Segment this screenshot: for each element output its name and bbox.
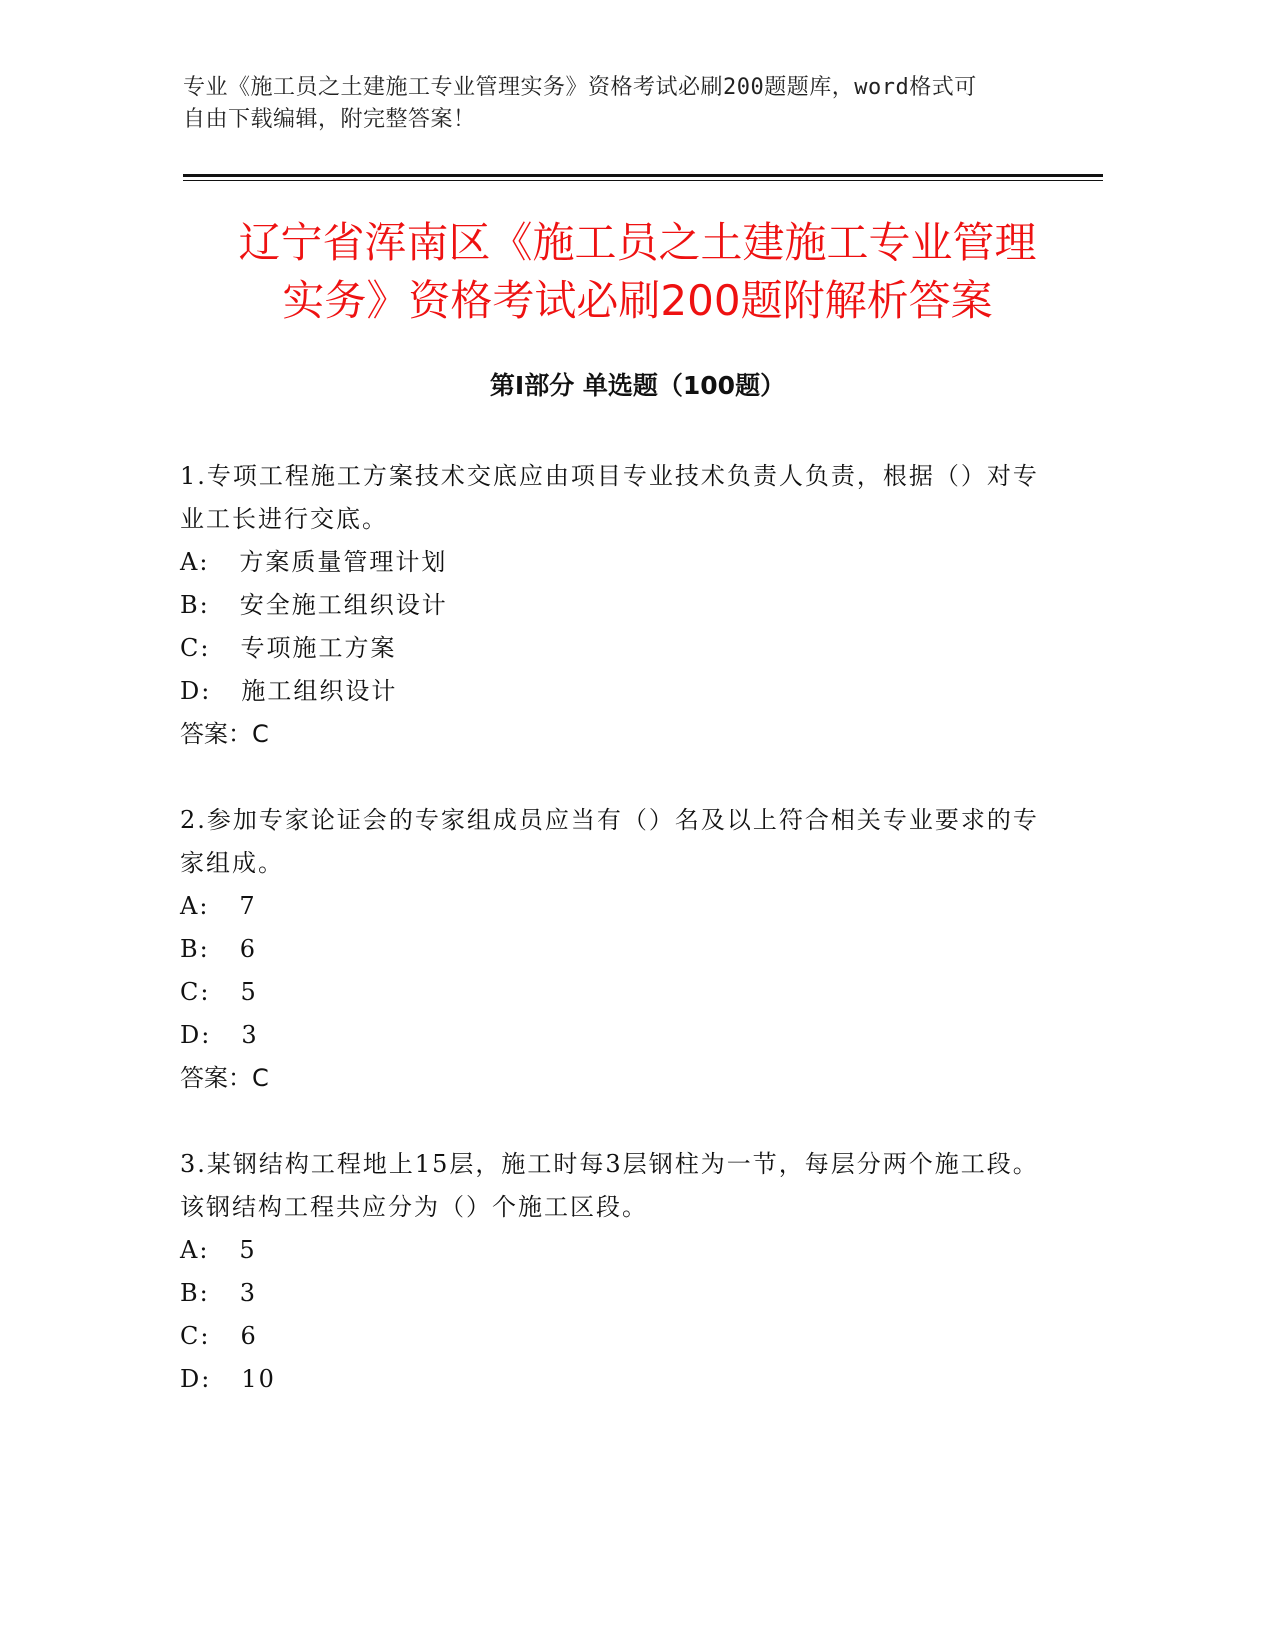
option-b — [180, 1272, 1040, 1315]
question-stem: 3.某钢结构工程地上15层，施工时每3层钢柱为一节，每层分两个施工段。该钢结构工程共应分为（）个施工区段。 — [180, 1150, 1039, 1221]
option-letter: B: — [180, 591, 210, 619]
question-1 — [180, 455, 1040, 756]
option-d — [180, 670, 1040, 713]
option-letter: A: — [180, 1236, 210, 1264]
option-text: 方案质量管理计划 — [239, 548, 448, 576]
option-text: 施工组织设计 — [241, 677, 398, 705]
option-letter: C: — [180, 1322, 211, 1350]
header-divider-thick — [183, 174, 1103, 177]
option-text: 6 — [239, 935, 258, 963]
answer-line: 答案：C — [180, 1064, 269, 1092]
option-text: 5 — [239, 1236, 257, 1264]
option-letter: B: — [180, 1279, 210, 1307]
option-text: 5 — [240, 978, 258, 1006]
header-note-line-2: 自由下载编辑，附完整答案！ — [183, 107, 476, 132]
question-2 — [180, 799, 1040, 1100]
option-letter: D: — [180, 1021, 212, 1049]
question-list — [180, 455, 1040, 1444]
option-c — [180, 1315, 1040, 1358]
option-b — [180, 928, 1040, 971]
option-d — [180, 1014, 1040, 1057]
option-letter: C: — [180, 634, 211, 662]
option-letter: A: — [180, 892, 210, 920]
header-note-line-1: 专业《施工员之土建施工专业管理实务》资格考试必刷200题题库，word格式可 — [183, 75, 977, 100]
question-3 — [180, 1143, 1040, 1401]
option-a — [180, 541, 1040, 584]
document-title-line-1: 辽宁省浑南区《施工员之土建施工专业管理 — [238, 218, 1037, 267]
section-title: 第Ⅰ部分 单选题（100题） — [489, 371, 786, 400]
option-letter: A: — [180, 548, 210, 576]
document-title — [150, 214, 1125, 330]
option-a — [180, 1229, 1040, 1272]
question-stem: 1.专项工程施工方案技术交底应由项目专业技术负责人负责，根据（）对专业工长进行交底。 — [180, 462, 1039, 533]
option-letter: D: — [180, 677, 212, 705]
option-text: 3 — [239, 1279, 258, 1307]
option-a — [180, 885, 1040, 928]
option-letter: C: — [180, 978, 211, 1006]
option-c — [180, 627, 1040, 670]
option-text: 10 — [241, 1365, 276, 1393]
option-text: 3 — [241, 1021, 259, 1049]
answer-line: 答案：C — [180, 720, 269, 748]
question-stem: 2.参加专家论证会的专家组成员应当有（）名及以上符合相关专业要求的专家组成。 — [180, 806, 1039, 877]
option-c — [180, 971, 1040, 1014]
option-d — [180, 1358, 1040, 1401]
option-text: 7 — [239, 892, 257, 920]
option-text: 安全施工组织设计 — [239, 591, 448, 619]
document-title-line-2: 实务》资格考试必刷200题附解析答案 — [282, 276, 993, 325]
option-text: 6 — [240, 1322, 258, 1350]
option-text: 专项施工方案 — [240, 634, 397, 662]
option-letter: D: — [180, 1365, 212, 1393]
option-b — [180, 584, 1040, 627]
header-note — [183, 72, 1063, 136]
option-letter: B: — [180, 935, 210, 963]
header-divider-thin — [183, 180, 1103, 181]
